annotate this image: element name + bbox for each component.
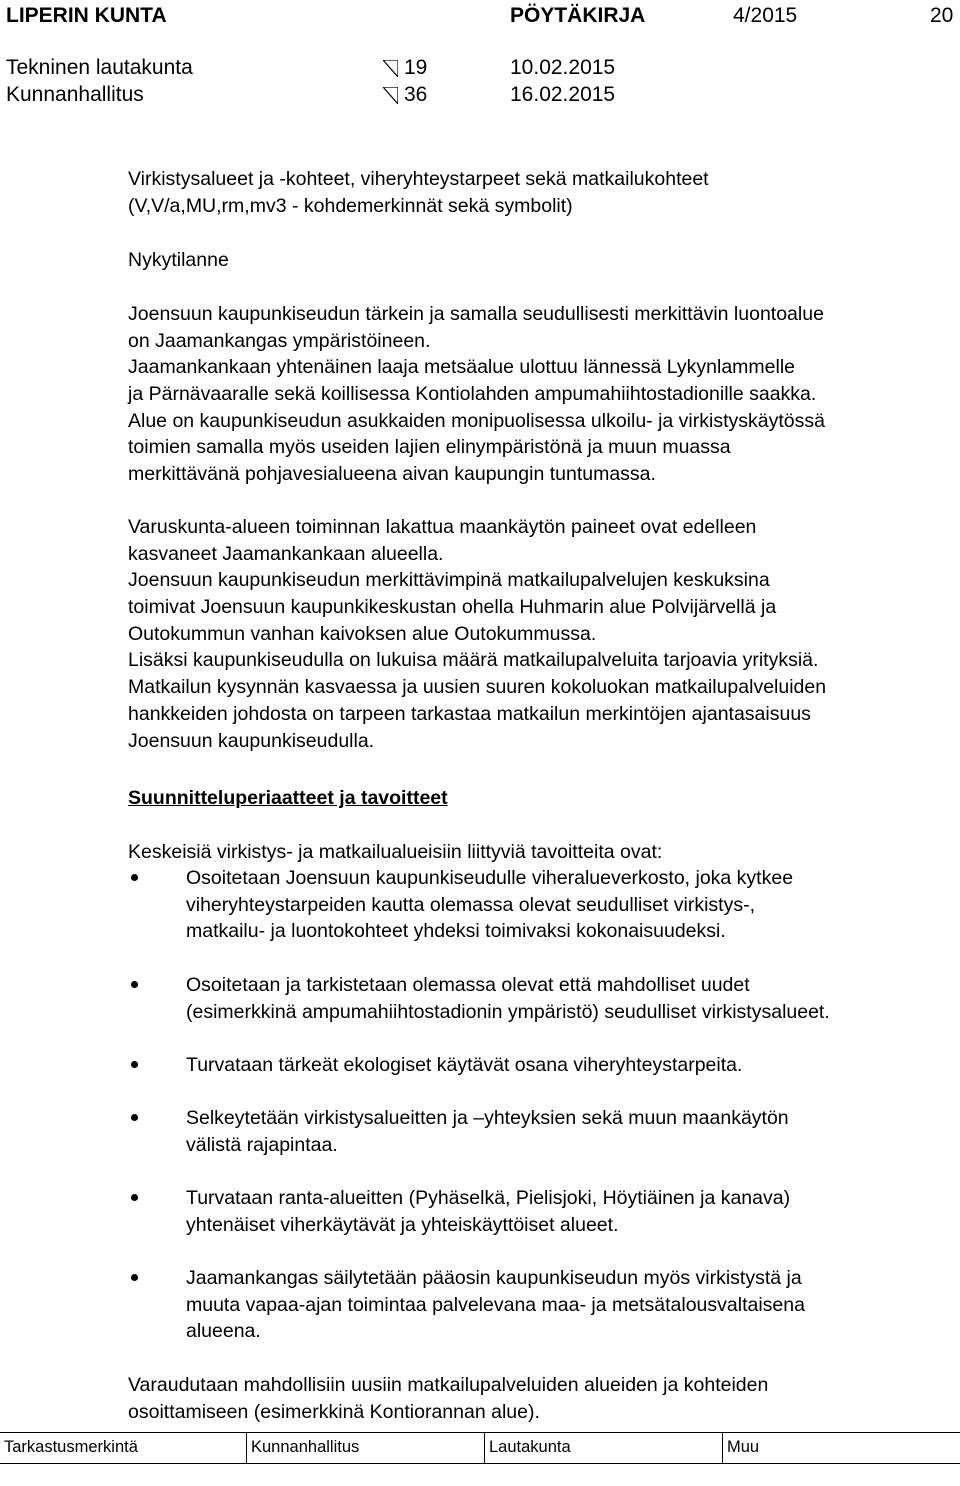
closing-paragraph xyxy=(128,1372,960,1425)
bullet-line: Selkeytetään virkistysalueitten ja –yhteyksien sekä muun maankäytön xyxy=(186,1107,789,1129)
footer-cell-board: Kunnanhallitus xyxy=(246,1433,484,1463)
bullet-line: viheryhteystarpeiden kautta olemassa olevat seudulliset virkistys-, xyxy=(186,893,756,916)
footer-signature-table xyxy=(0,1432,960,1464)
bullet-item xyxy=(186,1105,789,1158)
bullet-line: Osoitetaan Joensuun kaupunkiseudulle viheralueverkosto, joka kytkee xyxy=(186,867,794,889)
paragraph-line: Lisäksi kaupunkiseudulla on lukuisa määrä matkailupalveluita tarjoavia yrityksiä. xyxy=(128,649,819,672)
bullet-line: Osoitetaan ja tarkistetaan olemassa olevat että mahdolliset uudet xyxy=(186,974,750,996)
footer-cell-committee: Lautakunta xyxy=(484,1433,722,1463)
bullet-dot xyxy=(131,1274,138,1281)
paragraph-current-state xyxy=(128,301,960,488)
bullet-dot xyxy=(131,874,138,881)
paragraph-line: Joensuun kaupunkiseudun merkittävimpinä matkailupalvelujen keskuksina xyxy=(128,569,770,592)
header-section-2: 36 xyxy=(404,83,428,106)
page-number: 20 xyxy=(930,4,954,27)
paragraph-line: osoittamiseen (esimerkkinä Kontiorannan alue). xyxy=(128,1400,540,1423)
section-heading: Suunnitteluperiaatteet ja tavoitteet xyxy=(128,787,448,809)
section-symbol-icon xyxy=(383,60,398,77)
bullet-line: Jaamankangas säilytetään pääosin kaupunkiseudun myös virkistystä ja xyxy=(186,1267,802,1289)
paragraph-line: hankkeiden johdosta on tarpeen tarkastaa matkailun merkintöjen ajantasaisuus xyxy=(128,702,811,725)
bullet-dot xyxy=(131,1061,138,1068)
bullet-line: muuta vapaa-ajan toimintaa palvelevana maa- ja metsätalousvaltaisena xyxy=(186,1293,805,1316)
municipality-name: LIPERIN KUNTA xyxy=(6,4,167,27)
bullet-item xyxy=(186,1052,742,1079)
header-section-1: 19 xyxy=(404,56,428,79)
bullet-dot xyxy=(131,1194,138,1201)
footer-cell-inspection: Tarkastusmerkintä xyxy=(4,1438,138,1456)
header-date-1: 10.02.2015 xyxy=(510,56,616,79)
paragraph-line: ja Pärnävaaralle sekä koillisessa Kontiolahden ampumahiihtostadionille saakka. xyxy=(128,383,817,406)
paragraph-line: toimivat Joensuun kaupunkikeskustan ohella Huhmarin alue Polvijärvellä ja xyxy=(128,596,777,619)
header-body-1: Tekninen lautakunta xyxy=(6,56,193,79)
paragraph-line: merkittävänä pohjavesialueena aivan kaupungin tuntumassa. xyxy=(128,463,656,486)
bullet-item xyxy=(186,1185,790,1238)
bullet-line: Turvataan tärkeät ekologiset käytävät osana viheryhteystarpeita. xyxy=(186,1054,743,1076)
bullet-line: välistä rajapintaa. xyxy=(186,1133,338,1156)
footer-cell-other: Muu xyxy=(722,1433,960,1463)
bullet-item xyxy=(186,1265,805,1345)
paragraph-tourism xyxy=(128,514,960,754)
bullet-line: matkailu- ja luontokohteet yhdeksi toimivaksi kokonaisuudeksi. xyxy=(186,920,726,943)
goals-intro: Keskeisiä virkistys- ja matkailualueisiin liittyviä tavoitteita ovat: xyxy=(128,841,663,863)
title-line: Virkistysalueet ja -kohteet, viheryhteystarpeet sekä matkailukohteet xyxy=(128,168,709,190)
section-symbol-icon xyxy=(383,87,398,104)
paragraph-line: Jaamankankaan yhtenäinen laaja metsäalue ulottuu lännessä Lykynlammelle xyxy=(128,356,796,379)
document-type: PÖYTÄKIRJA xyxy=(510,4,646,27)
document-number: 4/2015 xyxy=(733,4,798,27)
bullet-line: Turvataan ranta-alueitten (Pyhäselkä, Pielisjoki, Höytiäinen ja kanava) xyxy=(186,1187,791,1209)
header-body-2: Kunnanhallitus xyxy=(6,83,144,106)
bullet-dot xyxy=(131,981,138,988)
paragraph-line: Alue on kaupunkiseudun asukkaiden monipuolisessa ulkoilu- ja virkistyskäytössä xyxy=(128,409,825,432)
paragraph-line: Matkailun kysynnän kasvaessa ja uusien suuren kokoluokan matkailupalveluiden xyxy=(128,676,827,699)
document-title xyxy=(128,166,960,219)
paragraph-line: Joensuun kaupunkiseudun tärkein ja samalla seudullisesti merkittävin luontoalue xyxy=(128,303,824,325)
bullet-dot xyxy=(131,1114,138,1121)
nykytilanne-heading: Nykytilanne xyxy=(128,249,229,271)
bullet-line: (esimerkkinä ampumahiihtostadionin ympäristö) seudulliset virkistysalueet. xyxy=(186,1000,830,1023)
bullet-item xyxy=(186,865,793,945)
paragraph-line: on Jaamankangas ympäristöineen. xyxy=(128,329,431,352)
bullet-item xyxy=(186,972,830,1025)
bullet-line: yhtenäiset viherkäytävät ja yhteiskäyttöiset alueet. xyxy=(186,1213,619,1236)
paragraph-line: kasvaneet Jaamankankaan alueella. xyxy=(128,542,444,565)
paragraph-line: Varuskunta-alueen toiminnan lakattua maankäytön paineet ovat edelleen xyxy=(128,516,757,538)
paragraph-line: Joensuun kaupunkiseudulla. xyxy=(128,729,375,752)
title-line: (V,V/a,MU,rm,mv3 - kohdemerkinnät sekä symbolit) xyxy=(128,194,573,217)
paragraph-line: toimien samalla myös useiden lajien elinympäristönä ja muun muassa xyxy=(128,436,731,459)
paragraph-line: Outokummun vanhan kaivoksen alue Outokummussa. xyxy=(128,622,597,645)
bullet-line: alueena. xyxy=(186,1320,261,1343)
paragraph-line: Varaudutaan mahdollisiin uusiin matkailupalveluiden alueiden ja kohteiden xyxy=(128,1374,769,1396)
header-date-2: 16.02.2015 xyxy=(510,83,616,106)
